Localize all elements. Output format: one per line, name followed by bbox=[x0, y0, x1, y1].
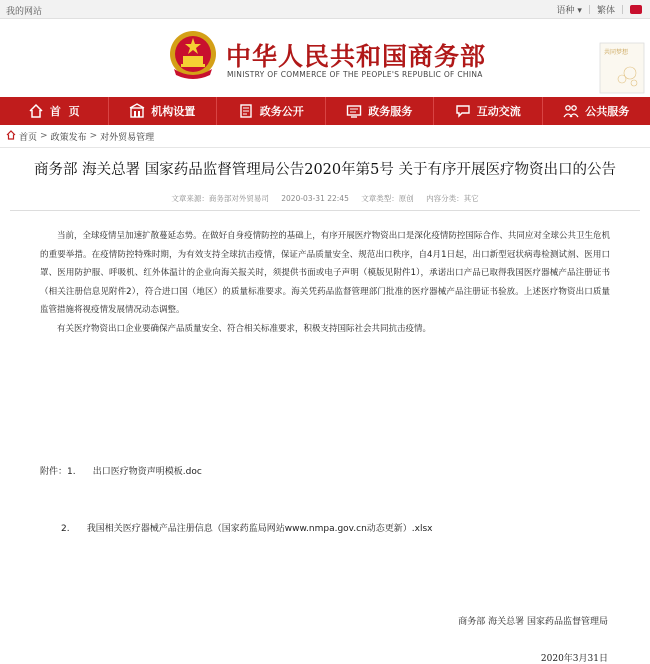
divider bbox=[10, 210, 640, 211]
divider: | bbox=[587, 4, 591, 15]
breadcrumb bbox=[0, 125, 650, 148]
book-title: 共同梦想 bbox=[604, 49, 629, 56]
nav-home[interactable] bbox=[0, 97, 109, 125]
article-type: 文章类型：原创 bbox=[361, 194, 414, 203]
home-small-icon bbox=[6, 130, 16, 143]
attachment-2 bbox=[61, 521, 433, 534]
weibo-icon[interactable] bbox=[630, 5, 642, 14]
breadcrumb-separator: > bbox=[89, 131, 98, 141]
nav-label: 公共服务 bbox=[585, 105, 630, 118]
main-nav bbox=[0, 97, 650, 125]
article-title: 商务部 海关总署 国家药品监督管理局公告2020年第5号 关于有序开展医疗物资出口的公告 bbox=[34, 162, 616, 178]
nav-label: 互动交流 bbox=[476, 105, 521, 118]
breadcrumb-trade[interactable]: 对外贸易管理 bbox=[100, 132, 155, 143]
breadcrumb-separator: > bbox=[40, 131, 48, 141]
document-icon bbox=[238, 103, 254, 119]
my-site-link[interactable]: 我的网站 bbox=[6, 7, 43, 17]
attachment-2-link[interactable]: 我国相关医疗器械产品注册信息（国家药监局网站www.nmpa.gov.cn动态更新）.xlsx bbox=[86, 524, 433, 534]
attachment-1-link[interactable]: 出口医疗物资声明模板.doc bbox=[92, 467, 202, 477]
nav-organization[interactable] bbox=[109, 97, 218, 125]
article-date: 2020-03-31 22:45 bbox=[281, 194, 349, 203]
promo-book-image[interactable] bbox=[598, 41, 646, 95]
chat-icon bbox=[455, 103, 471, 119]
home-icon bbox=[28, 103, 44, 119]
traditional-chinese-link[interactable]: 繁体 bbox=[596, 6, 615, 16]
language-selector[interactable]: 语种 ▾ bbox=[556, 6, 582, 16]
nav-label: 机构设置 bbox=[151, 105, 196, 118]
article-source: 文章来源：商务部对外贸易司 bbox=[171, 194, 269, 203]
attachment-1 bbox=[40, 464, 202, 477]
nav-label: 政务服务 bbox=[368, 105, 413, 118]
attachment-prefix: 附件：1. bbox=[40, 467, 76, 477]
public-service-icon bbox=[563, 103, 579, 119]
signature-date: 2020年3月31日 bbox=[540, 654, 608, 664]
article-category: 内容分类：其它 bbox=[426, 194, 479, 203]
article-body bbox=[0, 227, 650, 338]
site-header bbox=[0, 19, 650, 97]
article-meta bbox=[0, 193, 650, 204]
nav-interaction[interactable] bbox=[434, 97, 543, 125]
breadcrumb-policy[interactable]: 政策发布 bbox=[50, 132, 87, 143]
attachment-prefix: 2. bbox=[61, 524, 70, 534]
nav-public-services[interactable] bbox=[543, 97, 650, 125]
site-title[interactable]: 中华人民共和国商务部 bbox=[226, 42, 487, 71]
nav-label: 政务公开 bbox=[259, 105, 304, 118]
breadcrumb-home[interactable]: 首页 bbox=[19, 132, 38, 143]
divider: | bbox=[620, 4, 624, 15]
nav-label: 首 页 bbox=[49, 105, 80, 118]
topbar-right bbox=[556, 3, 642, 16]
chevron-down-icon: ▾ bbox=[577, 6, 582, 16]
article-paragraph: 当前，全球疫情呈加速扩散蔓延态势。在做好自身疫情防控的基础上，有序开展医疗物资出口是深化疫情防控国际合作、共同应对全球公共卫生危机的重要举措。在疫情防控特殊时期，为有效支持全球抗击疫情，保证产品质量安全、规范出口秩序，自4月1日起，出口新型冠状病毒检测试剂、医用口罩、医用防护服、呼吸机、红外体温计的企业向海关报关时，须提供书面或电子声明（模版见附件1），承诺出口产品已取得我国医疗器械产品注册证书（相关注册信息见附件2），符合进口国（地区）的质量标准要求。海关凭药品监督管理部门批准的医疗器械产品注册证书验放。上述医疗物资出口质量监管措施将视疫情发展情况动态调整。 bbox=[40, 231, 610, 315]
site-subtitle: MINISTRY OF COMMERCE OF THE PEOPLE'S REPUBLIC OF CHINA bbox=[227, 70, 483, 79]
service-icon bbox=[346, 103, 362, 119]
building-icon bbox=[129, 103, 145, 119]
nav-government-services[interactable] bbox=[326, 97, 435, 125]
nav-government-affairs[interactable] bbox=[217, 97, 326, 125]
national-emblem-icon[interactable] bbox=[168, 29, 218, 81]
top-utility-bar bbox=[0, 0, 650, 19]
signature-organizations: 商务部 海关总署 国家药品监督管理局 bbox=[458, 617, 608, 627]
article-paragraph: 有关医疗物资出口企业要确保产品质量安全、符合相关标准要求，积极支持国际社会共同抗击疫情。 bbox=[57, 323, 432, 334]
